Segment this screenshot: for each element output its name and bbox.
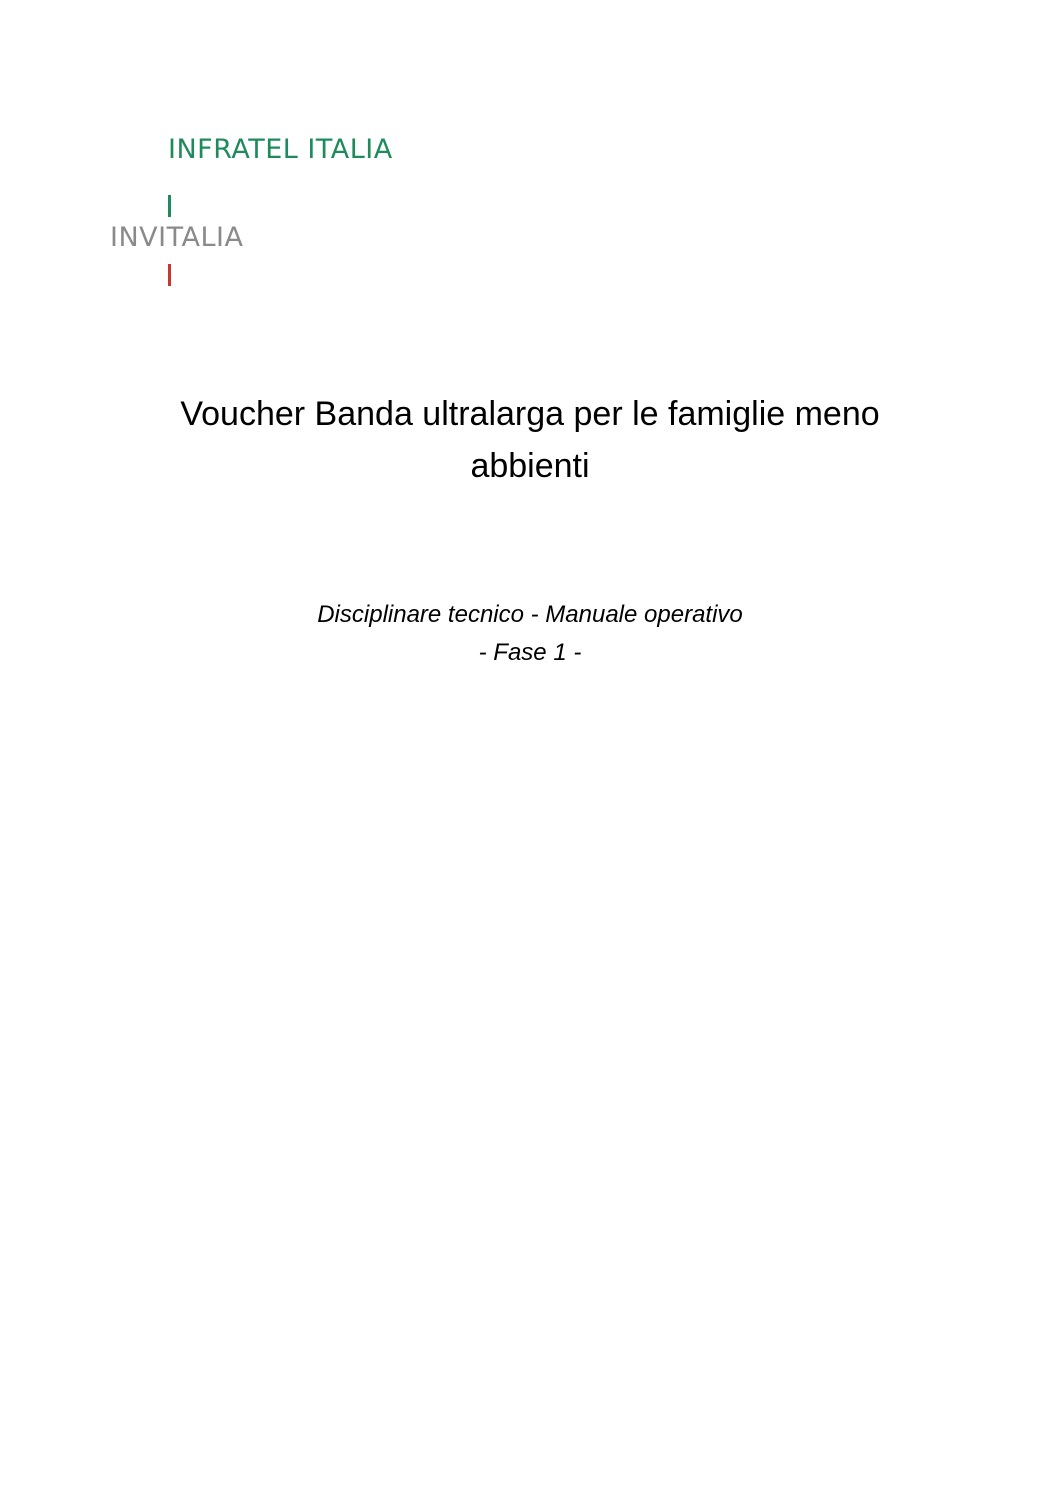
document-title-line1: Voucher Banda ultralarga per le famiglie meno bbox=[180, 395, 880, 433]
infratel-invitalia-logo bbox=[110, 130, 470, 300]
document-title bbox=[80, 388, 980, 492]
logo-green-bar bbox=[168, 195, 171, 217]
document-title-line2: abbienti bbox=[470, 447, 590, 485]
document-subtitle-line1: Disciplinare tecnico - Manuale operativo bbox=[317, 601, 743, 628]
logo-red-bar bbox=[168, 264, 171, 286]
document-subtitle bbox=[130, 596, 930, 672]
logo-invitalia-text: INVITALIA bbox=[110, 222, 244, 253]
document-subtitle-line2: - Fase 1 - bbox=[478, 639, 582, 666]
logo-infratel-text: INFRATEL ITALIA bbox=[168, 134, 393, 165]
